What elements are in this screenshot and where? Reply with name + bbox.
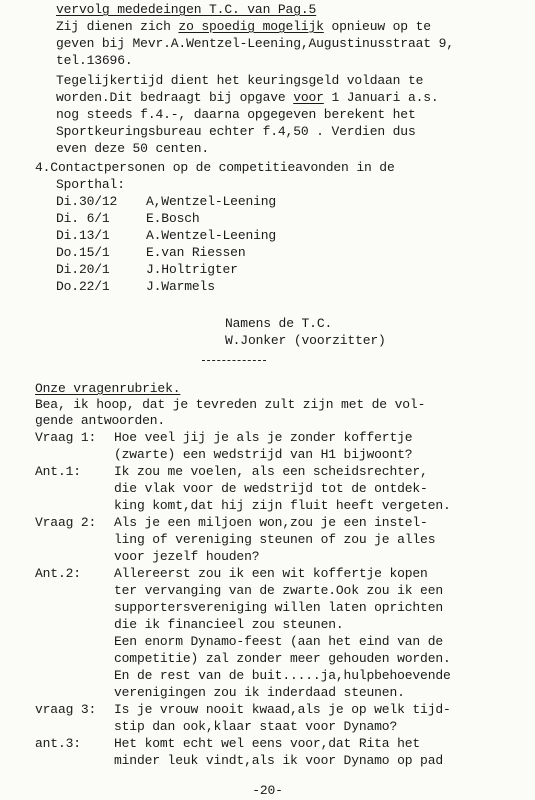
- point-4-line-2: Sporthal:: [56, 177, 125, 192]
- contact-date: Do.15/1: [56, 245, 110, 260]
- underlined-phrase: zo spoedig mogelijk: [178, 19, 324, 34]
- qa-text: minder leuk vindt,als ik voor Dynamo op pad: [114, 753, 444, 768]
- qa-text: Allereerst zou ik een wit koffertje kopen: [114, 566, 428, 581]
- qa-text: (zwarte) een wedstrijd van H1 bijwoont?: [114, 447, 413, 462]
- qa-heading: Onze vragenrubriek.: [35, 381, 181, 396]
- qa-label: Ant.2:: [35, 566, 81, 581]
- contact-name: E.Bosch: [146, 211, 200, 226]
- page-number: -20-: [252, 783, 283, 798]
- qa-intro-line-2: gende antwoorden.: [35, 413, 166, 428]
- qa-label: vraag 3:: [35, 702, 97, 717]
- text-segment: worden.Dit bedraagt bij opgave: [56, 90, 294, 105]
- signature-line-2: W.Jonker (voorzitter): [225, 333, 386, 348]
- qa-text: verenigingen zou ik inderdaad steunen.: [114, 685, 405, 700]
- qa-text: Ik zou me voelen, als een scheidsrechter,: [114, 464, 428, 479]
- underlined-word: voor: [293, 90, 324, 105]
- qa-text: competitie) zal zonder meer gehouden worden.: [114, 651, 451, 666]
- qa-intro-line-1: Bea, ik hoop, dat je tevreden zult zijn met de vol-: [35, 397, 426, 412]
- text-segment: 1 Januari a.s.: [323, 90, 439, 105]
- section-divider: [202, 360, 266, 361]
- contact-date: Di.30/12: [56, 194, 118, 209]
- paragraph-2-line-3: nog steeds f.4.-, daarna opgegeven berekent het: [56, 107, 416, 122]
- qa-text: ling of vereniging steunen of zou je alles: [114, 532, 436, 547]
- continued-heading: vervolg mededeingen T.C. van Pag.5: [56, 2, 317, 17]
- qa-text: Als je een miljoen won,zou je een instel-: [114, 515, 428, 530]
- contact-date: Di. 6/1: [56, 211, 110, 226]
- signature-line-1: Namens de T.C.: [225, 316, 333, 331]
- contact-name: A,Wentzel-Leening: [146, 194, 277, 209]
- contact-date: Di.13/1: [56, 228, 110, 243]
- qa-text: ter vervanging van de zwarte.Ook zou ik een: [114, 583, 444, 598]
- qa-text: En de rest van de buit.....ja,hulpbehoevende: [114, 668, 451, 683]
- paragraph-2-line-2: [56, 90, 439, 106]
- qa-text: Een enorm Dynamo-feest (aan het eind van de: [114, 634, 444, 649]
- paragraph-2-line-1: Tegelijkertijd dient het keuringsgeld voldaan te: [56, 73, 424, 88]
- qa-label: Ant.1:: [35, 464, 81, 479]
- qa-text: Is je vrouw nooit kwaad,als je op welk tijd-: [114, 702, 451, 717]
- paragraph-1-line-2: geven bij Mevr.A.Wentzel-Leening,Augustinusstraat 9,: [56, 36, 454, 51]
- text-segment: opnieuw op te: [323, 19, 431, 34]
- paragraph-1-line-3: tel.13696.: [56, 53, 133, 68]
- paragraph-2-line-4: Sportkeuringsbureau echter f.4,50 . Verdien dus: [56, 124, 416, 139]
- qa-label: ant.3:: [35, 736, 81, 751]
- qa-text: voor jezelf houden?: [114, 549, 260, 564]
- contact-name: J.Holtrigter: [146, 262, 238, 277]
- point-4-line-1: 4.Contactpersonen op de competitieavonden in de: [35, 160, 395, 175]
- qa-text: Het komt echt wel eens voor,dat Rita het: [114, 736, 421, 751]
- qa-text: supportersvereniging willen laten oprichten: [114, 600, 444, 615]
- paragraph-2-line-5: even deze 50 centen.: [56, 141, 210, 156]
- contact-name: J.Warmels: [146, 279, 215, 294]
- contact-date: Di.20/1: [56, 262, 110, 277]
- qa-text: die ik financieel zou steunen.: [114, 617, 344, 632]
- qa-text: king komt,dat hij zijn fluit heeft vergeten.: [114, 498, 451, 513]
- qa-label: Vraag 2:: [35, 515, 97, 530]
- qa-text: Hoe veel jij je als je zonder koffertje: [114, 430, 413, 445]
- text-segment: Zij dienen zich: [56, 19, 179, 34]
- contact-name: E.van Riessen: [146, 245, 246, 260]
- paragraph-1-line-1: [56, 19, 431, 35]
- contact-name: A.Wentzel-Leening: [146, 228, 277, 243]
- qa-label: Vraag 1:: [35, 430, 97, 445]
- qa-text: stip dan ook,klaar staat voor Dynamo?: [114, 719, 398, 734]
- qa-text: die vlak voor de wedstrijd tot de ontdek-: [114, 481, 428, 496]
- contact-date: Do.22/1: [56, 279, 110, 294]
